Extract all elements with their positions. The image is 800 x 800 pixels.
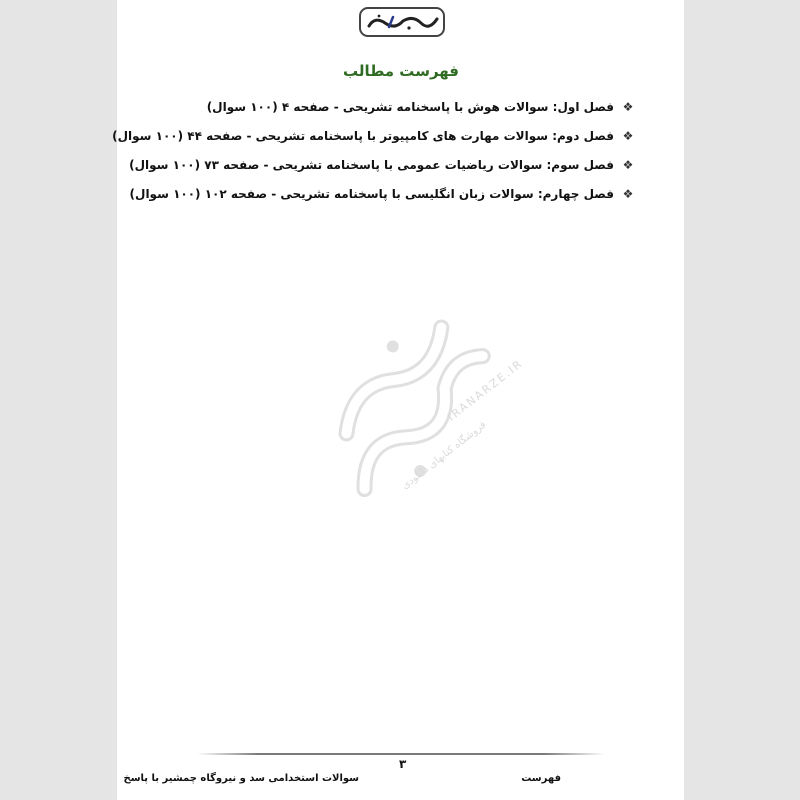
toc-item bbox=[112, 92, 634, 121]
diamond-bullet-icon: ❖ bbox=[622, 128, 634, 143]
document-page bbox=[112, 0, 684, 800]
toc-item bbox=[112, 121, 634, 150]
page-number: ۳ bbox=[399, 757, 407, 771]
footer-book-title: سوالات استخدامی سد و نیروگاه چمشیر با پاسخ bbox=[123, 773, 359, 784]
toc-item bbox=[112, 179, 634, 208]
toc-item-label: فصل دوم: سوالات مهارت های کامپیوتر با پاسخنامه تشریحی - صفحه ۴۴ (۱۰۰ سوال) bbox=[112, 128, 614, 143]
watermark-tagline: فروشگاه کتابهای دانلودی bbox=[399, 419, 489, 492]
watermark bbox=[287, 290, 547, 530]
footer-divider bbox=[197, 753, 605, 755]
toc-item-label: فصل سوم: سوالات ریاضیات عمومی با پاسخنامه تشریحی - صفحه ۷۳ (۱۰۰ سوال) bbox=[129, 157, 614, 172]
watermark-domain: IRANARZE.IR bbox=[445, 356, 526, 424]
brand-logo-mark bbox=[363, 11, 441, 33]
toc-item-label: فصل چهارم: سوالات زبان انگلیسی با پاسخنامه تشریحی - صفحه ۱۰۲ (۱۰۰ سوال) bbox=[129, 186, 614, 201]
toc-item bbox=[112, 150, 634, 179]
toc-list bbox=[112, 92, 634, 208]
toc-item-label: فصل اول: سوالات هوش با پاسخنامه تشریحی - صفحه ۴ (۱۰۰ سوال) bbox=[206, 99, 614, 114]
diamond-bullet-icon: ❖ bbox=[622, 186, 634, 201]
toc-title: فهرست مطالب bbox=[343, 62, 459, 80]
footer-section: فهرست bbox=[521, 773, 561, 784]
watermark-graphic bbox=[287, 290, 547, 530]
diamond-bullet-icon: ❖ bbox=[622, 157, 634, 172]
diamond-bullet-icon: ❖ bbox=[622, 99, 634, 114]
brand-logo bbox=[359, 7, 445, 37]
